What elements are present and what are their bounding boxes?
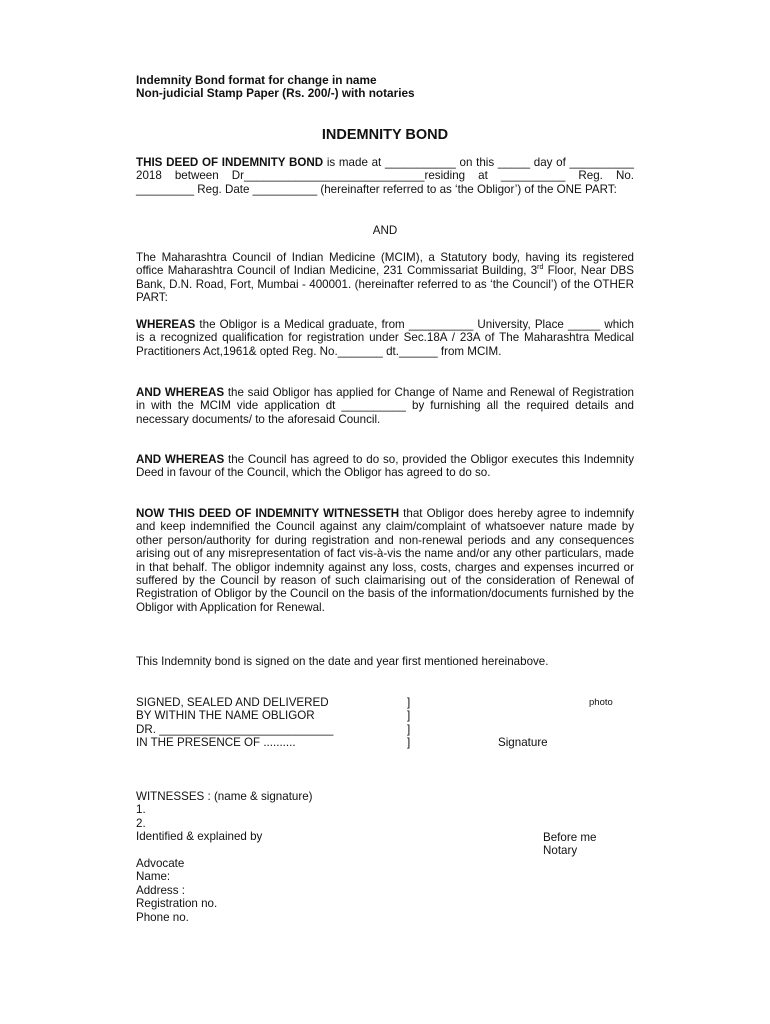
paragraph-signed-on [136, 655, 634, 668]
paragraph-whereas [136, 318, 634, 358]
paragraph-council [136, 251, 634, 305]
photo-placeholder-label: photo [589, 697, 613, 708]
paragraph-witnesseth [136, 507, 634, 614]
witnesses-heading: WITNESSES : (name & signature) [136, 790, 313, 803]
signing-line-3: DR. ___________________________ [136, 722, 334, 736]
document-title: INDEMNITY BOND [321, 127, 449, 143]
bracket-1: ] [407, 696, 411, 709]
whereas-text: the Obligor is a Medical graduate, from __________ University, Place _____ which is a recognized qualification for registration under Sec.18A / 23A of The Maharashtra Medical Practitioners Act,1961& opted Reg. No._______ dt.______ from MCIM. [136, 318, 634, 358]
council-sup: rd [537, 264, 544, 272]
witnesseth-text: that Obligor does hereby agree to indemnify and keep indemnified the Council against any claim/complaint of whatsoever nature made by other person/authority for during registration and non-renewal periods and any consequences arising out of any misrepresentation of fact vis-à-vis the name and/or any other particulars, made in that behalf. The obligor indemnity against any loss, costs, charges and expenses incurred or suffered by the Council by reason of such claimarising out of the consideration of Renewal of Registration of Obligor by the Council on the basis of the information/documents furnished by the Obligor with Application for Renewal. [136, 507, 634, 614]
notary-label: Notary [543, 844, 578, 858]
document-header [136, 74, 634, 101]
bracket-4: ] [407, 736, 411, 750]
signed-on-text: This Indemnity bond is signed on the date and year first mentioned hereinabove. [136, 655, 549, 668]
paragraph-deed [136, 156, 634, 196]
bracket-2: ] [407, 709, 411, 723]
header-line-2: Non-judicial Stamp Paper (Rs. 200/-) with notaries [136, 86, 415, 101]
paragraph-and-whereas-2 [136, 453, 634, 480]
advocate-registration: Registration no. [136, 897, 218, 911]
and-whereas-2-text: the Council has agreed to do so, provided the Obligor executes this Indemnity Deed in favour of the Council, which the Obligor has agreed to do so. [136, 453, 634, 480]
whereas-lead: WHEREAS [136, 318, 196, 331]
advocate-block [136, 857, 336, 924]
and-whereas-1-text: the said Obligor has applied for Change of Name and Renewal of Registration in with the MCIM vide application dt __________ by furnishing all the required details and necessary documents/ to the aforesaid Council. [136, 386, 634, 426]
and-separator: AND [372, 224, 398, 237]
council-text-1: The Maharashtra Council of Indian Medicine (MCIM), a Statutory body, having its registered office Maharashtra Council of Indian Medicine, 231 Commissariat Building, 3 [136, 251, 634, 278]
advocate-phone: Phone no. [136, 910, 189, 924]
witness-1: 1. [136, 803, 146, 817]
signature-label: Signature [498, 736, 548, 749]
bracket-3: ] [407, 722, 411, 736]
signing-line-2: BY WITHIN THE NAME OBLIGOR [136, 709, 315, 723]
advocate-name: Name: [136, 870, 171, 884]
paragraph-and-whereas-1 [136, 386, 634, 426]
witness-2: 2. [136, 816, 146, 830]
council-text-2: Floor, Near DBS Bank, D.N. Road, Fort, Mumbai - 400001. (hereinafter referred to as ‘the Council’) of the OTHER PART: [136, 264, 634, 305]
and-whereas-1-lead: AND WHEREAS [136, 386, 225, 399]
witnesseth-lead: NOW THIS DEED OF INDEMNITY WITNESSETH [136, 507, 400, 520]
witnesses-block [136, 790, 436, 844]
and-whereas-2-lead: AND WHEREAS [136, 453, 225, 466]
signing-line-4: IN THE PRESENCE OF .......... [136, 736, 296, 750]
signing-line-1: SIGNED, SEALED AND DELIVERED [136, 696, 329, 709]
before-me: Before me [543, 831, 597, 844]
signing-brackets [407, 696, 410, 750]
advocate-label: Advocate [136, 857, 185, 870]
identified-by: Identified & explained by [136, 830, 263, 844]
signing-block [136, 696, 396, 750]
header-line-1: Indemnity Bond format for change in name [136, 73, 377, 87]
deed-lead: THIS DEED OF INDEMNITY BOND [136, 156, 324, 169]
advocate-address: Address : [136, 883, 185, 897]
deed-text: is made at ___________ on this _____ day of __________ 2018 between Dr____________________________residing at __________ Reg. No. _________ Reg. Date __________ (hereinafter referred to as ‘the Obligor’) of the ONE PART: [136, 156, 634, 196]
notary-block [543, 831, 597, 858]
